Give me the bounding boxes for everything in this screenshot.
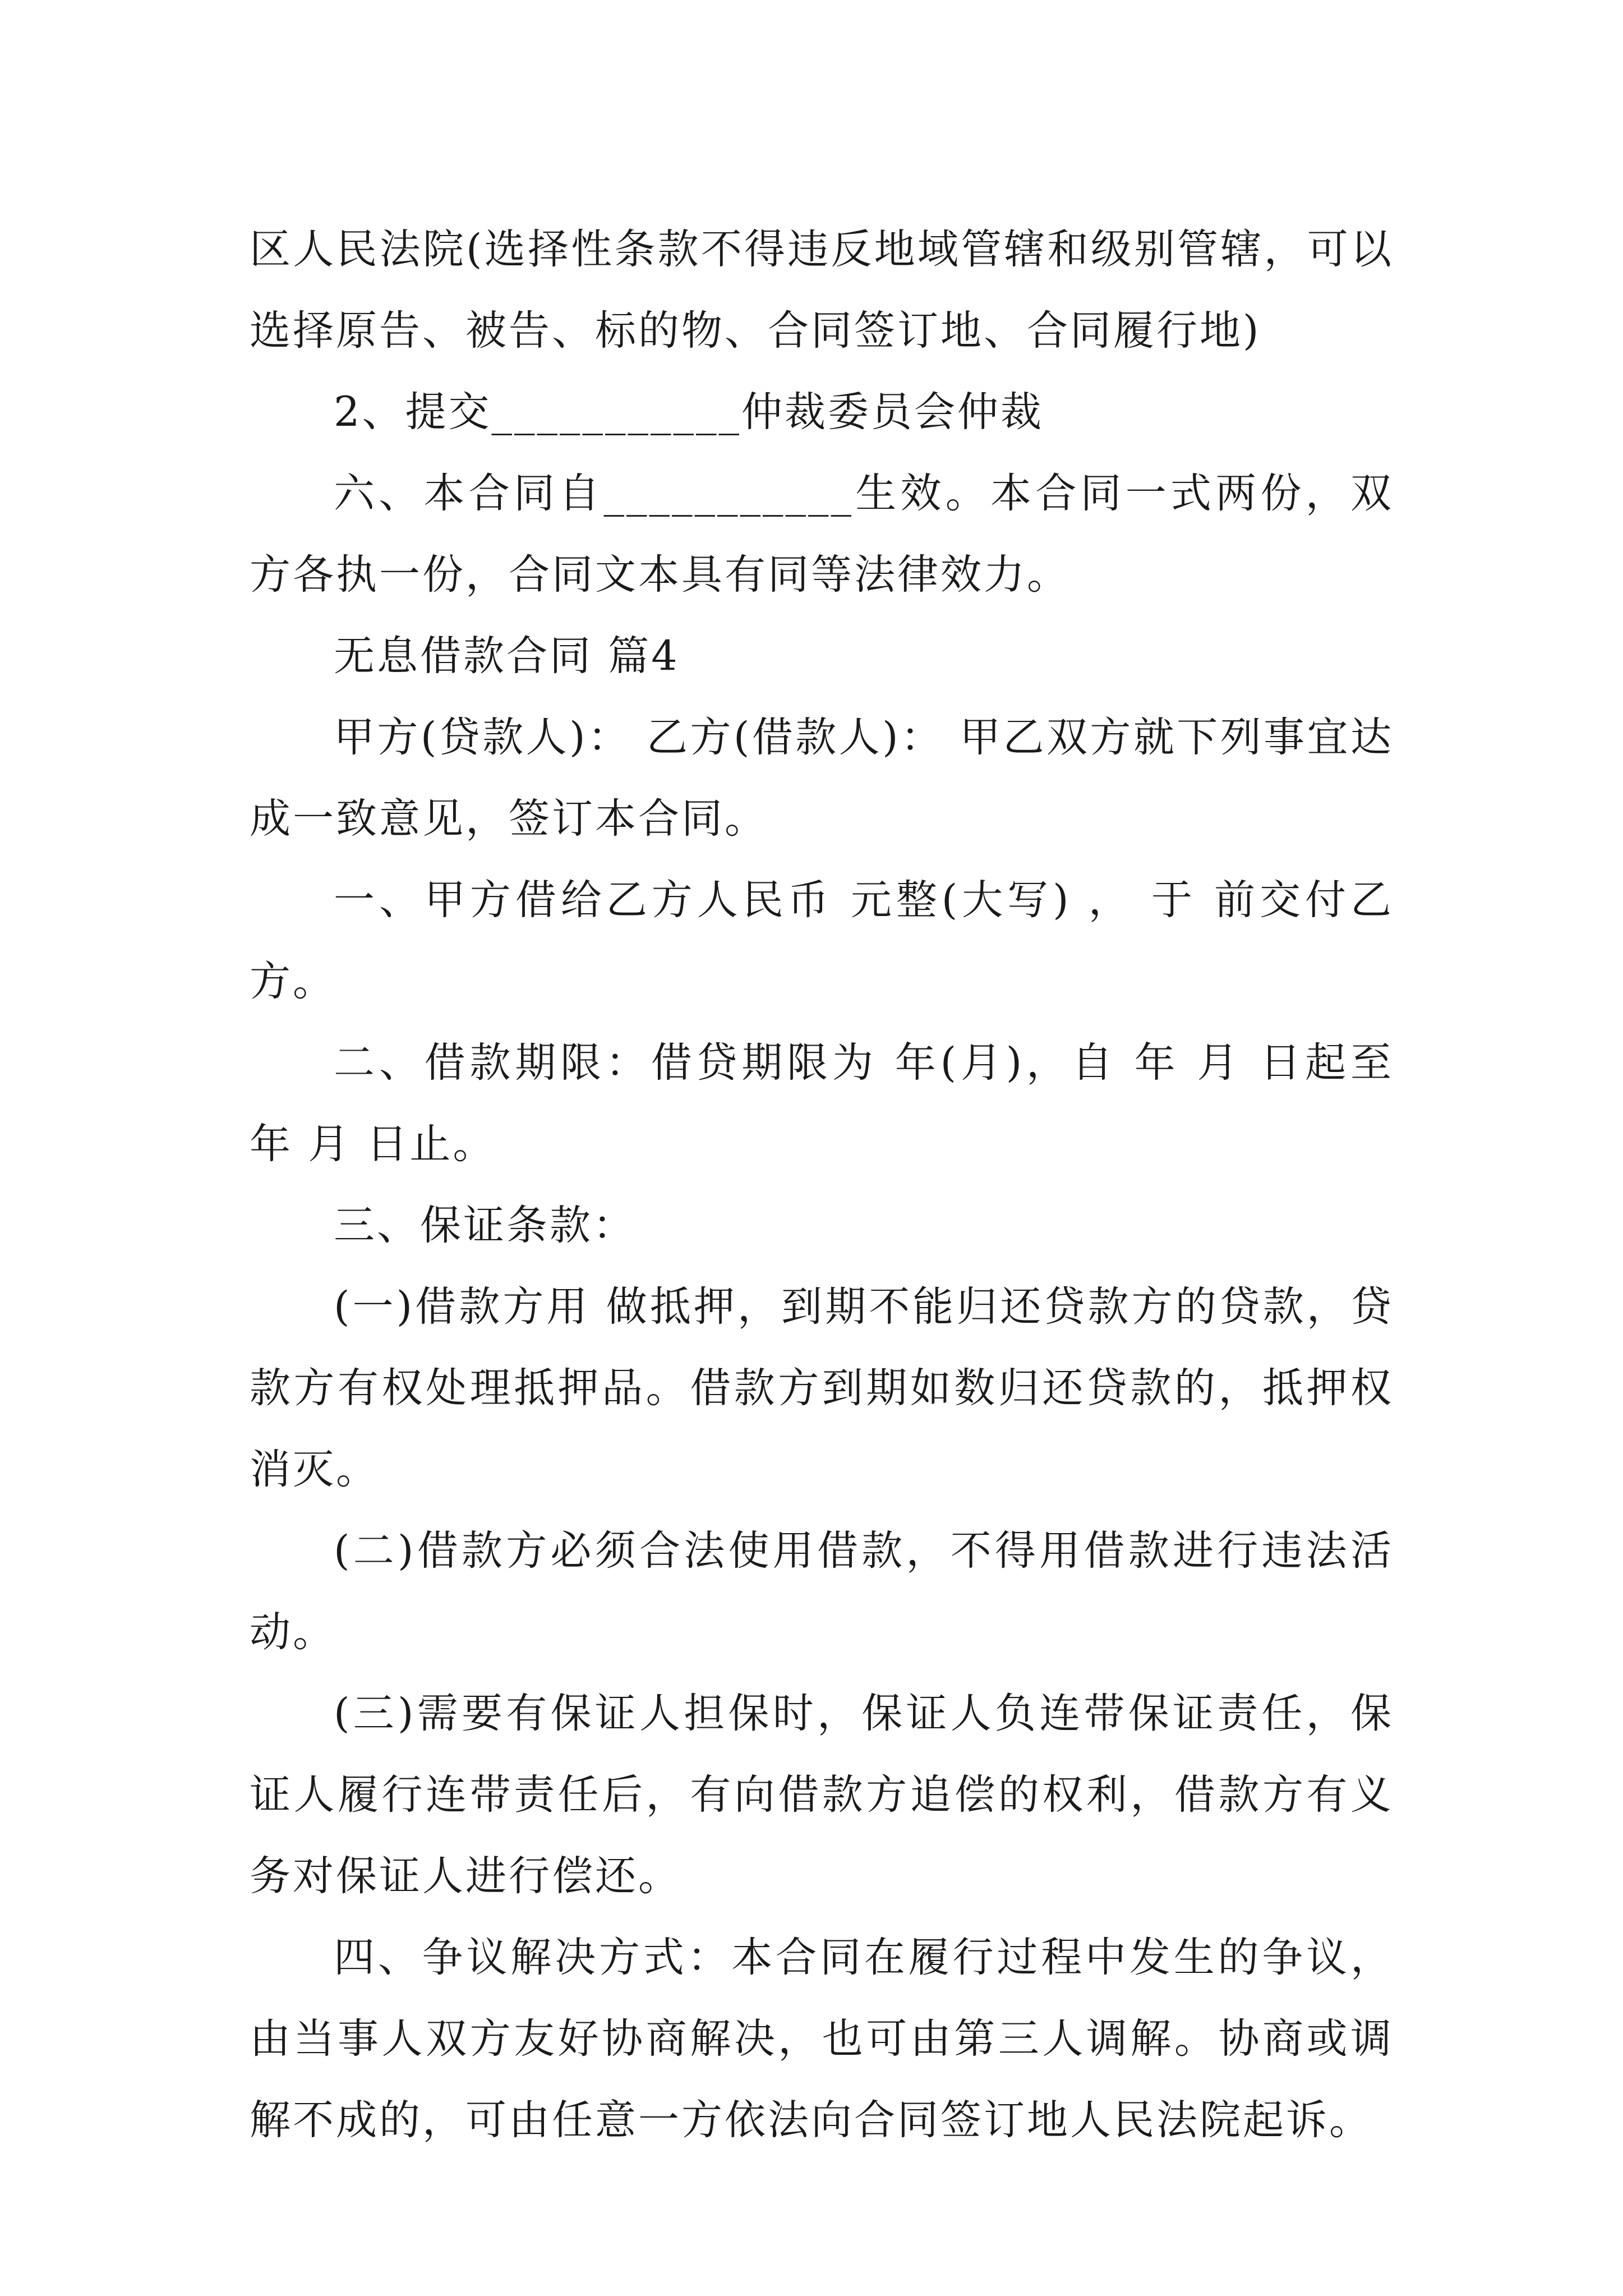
paragraph-guarantee-heading: 三、保证条款： — [334, 1202, 636, 1249]
paragraph-guarantor: (三)需要有保证人担保时，保证人负连带保证责任，保证人履行连带责任后，有向借款方追偿的权利，借款方有义务对保证人进行偿还。 — [250, 1690, 1394, 1900]
paragraph-arbitration: 2、提交___________仲裁委员会仲裁 — [334, 388, 1044, 436]
paragraph-effective-clause: 六、本合同自___________生效。本合同一式两份，双方各执一份，合同文本具有同等法律效力。 — [250, 470, 1394, 599]
paragraph-parties: 甲方(贷款人)： 乙方(借款人)： 甲乙双方就下列事宜达成一致意见，签订本合同。 — [250, 714, 1394, 843]
paragraph-loan-amount: 一、甲方借给乙方人民币 元整(大写) ， 于 前交付乙方。 — [250, 876, 1394, 1005]
paragraph-collateral: (一)借款方用 做抵押，到期不能归还贷款方的贷款，贷款方有权处理抵押品。借款方到期如数归还贷款的，抵押权消灭。 — [250, 1283, 1394, 1493]
paragraph-lawful-use: (二)借款方必须合法使用借款，不得用借款进行违法活动。 — [250, 1527, 1394, 1656]
contract-body — [250, 209, 1394, 2161]
section-heading: 无息借款合同 篇4 — [334, 632, 680, 680]
paragraph-dispute-resolution: 四、争议解决方式：本合同在履行过程中发生的争议，由当事人双方友好协商解决，也可由第三人调解。协商或调解不成的，可由任意一方依法向合同签订地人民法院起诉。 — [250, 1934, 1394, 2144]
paragraph-loan-term: 二、借款期限：借贷期限为 年(月)，自 年 月 日起至 年 月 日止。 — [250, 1039, 1394, 1168]
paragraph-court-clause: 区人民法院(选择性条款不得违反地域管辖和级别管辖，可以选择原告、被告、标的物、合同签订地、合同履行地) — [250, 226, 1394, 355]
